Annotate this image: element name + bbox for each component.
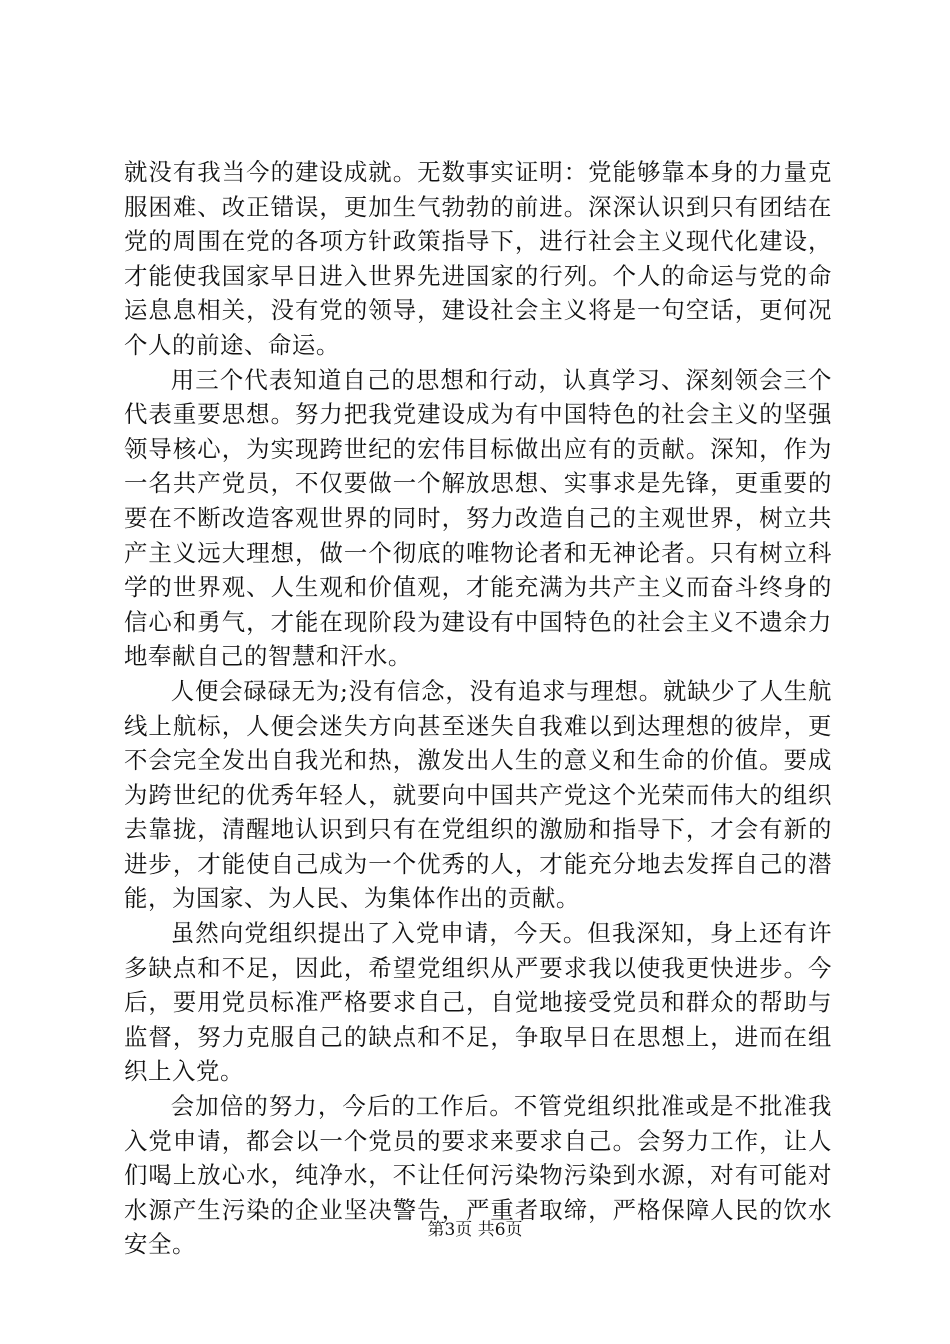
page-number: 第3页 共6页 [427,1220,523,1240]
paragraph-3: 人便会碌碌无为;没有信念，没有追求与理想。就缺少了人生航线上航标，人便会迷失方向甚至迷失自我难以到达理想的彼岸，更不会完全发出自我光和热，激发出人生的意义和生命的价值。要成为跨世纪的优秀年轻人，就要向中国共产党这个光荣而伟大的组织去靠拢，清醒地认识到只有在党组织的激励和指导下，才会有新的进步，才能使自己成为一个优秀的人，才能充分地去发挥自己的潜能，为国家、为人民、为集体作出的贡献。 [124,676,832,913]
paragraph-1: 就没有我当今的建设成就。无数事实证明：党能够靠本身的力量克服困难、改正错误，更加生气勃勃的前进。深深认识到只有团结在党的周围在党的各项方针政策指导下，进行社会主义现代化建设，才能使我国家早日进入世界先进国家的行列。个人的命运与党的命运息息相关，没有党的领导，建设社会主义将是一句空话，更何况个人的前途、命运。 [124,158,832,359]
paragraph-4: 虽然向党组织提出了入党申请，今天。但我深知，身上还有许多缺点和不足，因此，希望党组织从严要求我以使我更快进步。今后，要用党员标准严格要求自己，自觉地接受党员和群众的帮助与监督，努力克服自己的缺点和不足，争取早日在思想上，进而在组织上入党。 [124,919,832,1086]
page-footer [0,1220,950,1240]
document-body [124,155,832,1262]
paragraph-2: 用三个代表知道自己的思想和行动，认真学习、深刻领会三个代表重要思想。努力把我党建设成为有中国特色的社会主义的坚强领导核心，为实现跨世纪的宏伟目标做出应有的贡献。深知，作为一名共产党员，不仅要做一个解放思想、实事求是先锋，更重要的要在不断改造客观世界的同时，努力改造自己的主观世界，树立共产主义远大理想，做一个彻底的唯物论者和无神论者。只有树立科学的世界观、人生观和价值观，才能充满为共产主义而奋斗终身的信心和勇气，才能在现阶段为建设有中国特色的社会主义不遗余力地奉献自己的智慧和汗水。 [124,365,832,671]
paragraph-5: 会加倍的努力，今后的工作后。不管党组织批准或是不批准我入党申请，都会以一个党员的要求来要求自己。会努力工作，让人们喝上放心水，纯净水，不让任何污染物污染到水源，对有可能对水源产生污染的企业坚决警告，严重者取缔，严格保障人民的饮水安全。 [124,1092,832,1259]
